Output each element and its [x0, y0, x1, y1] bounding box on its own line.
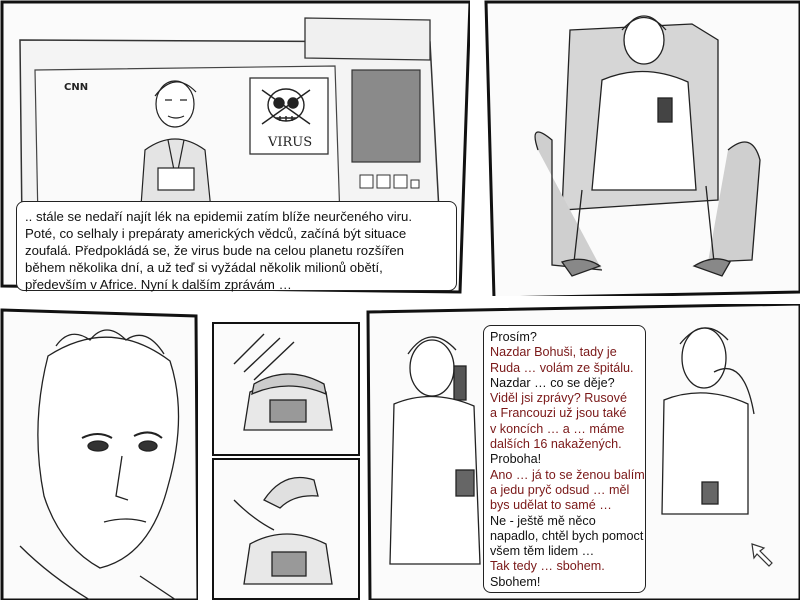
dialogue-line: bys udělat to samé …: [490, 498, 612, 513]
panel-phone-ringing: [212, 322, 360, 456]
caption-line: Poté, co selhaly i prepáraty amerických vědců, začíná být situace: [25, 226, 407, 241]
caption-line: především v Africe. Nyní k dalším zprávám …: [25, 277, 292, 292]
dialogue-line: Tak tedy … sbohem.: [490, 559, 605, 574]
dialogue-line: všem těm lidem …: [490, 544, 595, 559]
dialogue-line: Ruda … volám ze špitálu.: [490, 360, 634, 375]
dialogue-line: Ne - ještě mě něco: [490, 513, 596, 528]
dialogue-line: Ano … já to se ženou balím: [490, 467, 645, 482]
dialogue-line: v koncích … a … máme: [490, 421, 625, 436]
panel-face-closeup: [0, 306, 198, 600]
panel-tv-news: [0, 0, 470, 296]
dialogue-line: Proboha!: [490, 452, 542, 467]
phone-pickup-art: [214, 460, 358, 598]
phone-icon: [214, 324, 358, 454]
dialogue-line: Sbohem!: [490, 574, 541, 589]
virus-sign-text: VIRUS: [268, 135, 313, 150]
news-caption-box: [16, 201, 457, 291]
dialogue-line: Nazdar … co se děje?: [490, 375, 615, 390]
dialogue-line: dalších 16 nakažených.: [490, 437, 622, 452]
phone-dialogue-box: [483, 325, 646, 593]
cnn-logo: CNN: [64, 82, 89, 93]
dialogue-line: a jedu pryč odsud … měl: [490, 482, 630, 497]
panel-phone-pickup: [212, 458, 360, 600]
caption-line: zoufalá. Předpokládá se, že virus bude na celou planetu rozšířen: [25, 243, 405, 258]
dialogue-line: a Francouzi už jsou také: [490, 406, 627, 421]
panel-face-art: [0, 306, 198, 600]
dialogue-line: napadlo, chtěl bych pomoct: [490, 528, 644, 543]
cursor-arrow-icon[interactable]: [750, 542, 776, 568]
dialogue-line: Prosím?: [490, 330, 537, 344]
panel-phone-conversation: [364, 304, 800, 600]
panel-armchair-art: [482, 0, 800, 296]
panel-armchair: [482, 0, 800, 296]
dialogue-line: Viděl jsi zprávy? Rusové: [490, 391, 627, 406]
skull-icon: [262, 89, 310, 124]
caption-line: .. stále se nedaří najít lék na epidemii zatím blíže neurčeného viru.: [25, 209, 413, 224]
caption-line: během několika dní, a už teď si vyžádal několik milionů obětí,: [25, 260, 383, 275]
dialogue-line: Nazdar Bohuši, tady je: [490, 345, 617, 360]
